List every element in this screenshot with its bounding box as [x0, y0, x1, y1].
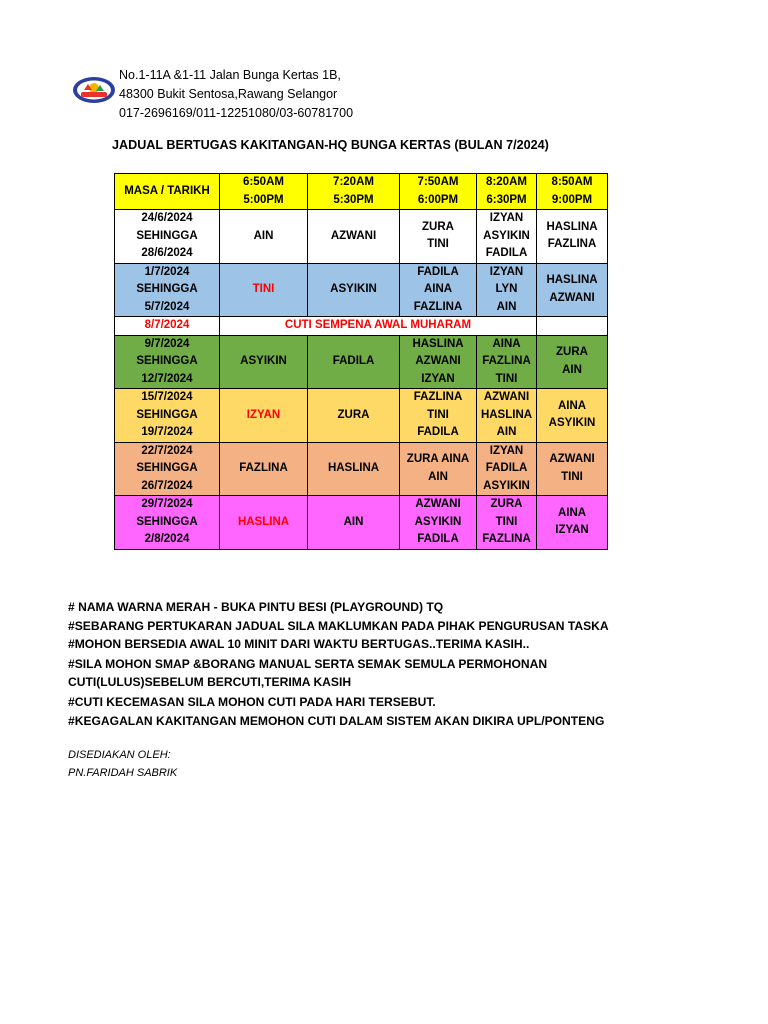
- staff-cell: ZURA: [308, 389, 400, 443]
- date-range-cell: 9/7/2024 SEHINGGA 12/7/2024: [115, 335, 220, 389]
- week-row: [115, 335, 608, 389]
- kindergarten-logo-icon: [72, 76, 116, 104]
- note-line: CUTI(LULUS)SEBELUM BERCUTI,TERIMA KASIH: [68, 675, 352, 690]
- week-row: [115, 263, 608, 317]
- staff-cell: AZWANI ASYIKIN FADILA: [400, 496, 477, 550]
- staff-cell: HASLINA FAZLINA: [537, 210, 608, 264]
- staff-cell-door-duty: IZYAN: [220, 389, 308, 443]
- address-block: [119, 66, 353, 123]
- holiday-empty-cell: [537, 317, 608, 336]
- staff-cell: ASYIKIN: [220, 335, 308, 389]
- prepared-by-name: PN.FARIDAH SABRIK: [68, 767, 178, 779]
- note-line: # NAMA WARNA MERAH - BUKA PINTU BESI (PLAYGROUND) TQ: [68, 600, 444, 614]
- staff-cell: ZURA AIN: [537, 335, 608, 389]
- staff-cell: AINA ASYIKIN: [537, 389, 608, 443]
- note-line: #SEBARANG PERTUKARAN JADUAL SILA MAKLUMKAN PADA PIHAK PENGURUSAN TASKA: [68, 618, 609, 633]
- staff-cell: IZYAN FADILA ASYIKIN: [477, 442, 537, 496]
- prepared-by-label: DISEDIAKAN OLEH:: [68, 749, 171, 761]
- corner-header: MASA / TARIKH: [115, 174, 220, 210]
- week-row: [115, 442, 608, 496]
- staff-cell: AIN: [308, 496, 400, 550]
- notes-block: [68, 598, 609, 730]
- note-line: #KEGAGALAN KAKITANGAN MEMOHON CUTI DALAM SISTEM AKAN DIKIRA UPL/PONTENG: [68, 713, 605, 728]
- staff-cell: HASLINA: [308, 442, 400, 496]
- note-line: #CUTI KECEMASAN SILA MOHON CUTI PADA HARI TERSEBUT.: [68, 694, 436, 709]
- duty-schedule-table: [114, 173, 608, 550]
- staff-cell: HASLINA AZWANI: [537, 263, 608, 317]
- shift-header: 8:50AM 9:00PM: [537, 174, 608, 210]
- staff-cell: FAZLINA: [220, 442, 308, 496]
- phone-numbers: 017-2696169/011-12251080/03-60781700: [119, 106, 354, 120]
- staff-cell-door-duty: HASLINA: [220, 496, 308, 550]
- staff-cell: ZURA TINI: [400, 210, 477, 264]
- date-range-cell: 15/7/2024 SEHINGGA 19/7/2024: [115, 389, 220, 443]
- note-line: #SILA MOHON SMAP &BORANG MANUAL SERTA SEMAK SEMULA PERMOHONAN: [68, 656, 548, 671]
- note-line: #MOHON BERSEDIA AWAL 10 MINIT DARI WAKTU BERTUGAS..TERIMA KASIH..: [68, 637, 530, 652]
- date-range-cell: 1/7/2024 SEHINGGA 5/7/2024: [115, 263, 220, 317]
- staff-cell: AIN: [220, 210, 308, 264]
- staff-cell: ZURA TINI FAZLINA: [477, 496, 537, 550]
- staff-cell: AZWANI HASLINA AIN: [477, 389, 537, 443]
- week-row: [115, 496, 608, 550]
- staff-cell: AINA FAZLINA TINI: [477, 335, 537, 389]
- address-line-1: No.1-11A &1-11 Jalan Bunga Kertas 1B,: [119, 68, 341, 82]
- staff-cell: ASYIKIN: [308, 263, 400, 317]
- week-row: [115, 389, 608, 443]
- staff-cell: ZURA AINA AIN: [400, 442, 477, 496]
- staff-cell: HASLINA AZWANI IZYAN: [400, 335, 477, 389]
- date-range-cell: 24/6/2024 SEHINGGA 28/6/2024: [115, 210, 220, 264]
- date-range-cell: 29/7/2024 SEHINGGA 2/8/2024: [115, 496, 220, 550]
- holiday-label: CUTI SEMPENA AWAL MUHARAM: [220, 317, 537, 336]
- staff-cell: FADILA AINA FAZLINA: [400, 263, 477, 317]
- staff-cell-door-duty: TINI: [220, 263, 308, 317]
- staff-cell: AZWANI TINI: [537, 442, 608, 496]
- staff-cell: FAZLINA TINI FADILA: [400, 389, 477, 443]
- prepared-by-block: [68, 746, 177, 782]
- staff-cell: IZYAN ASYIKIN FADILA: [477, 210, 537, 264]
- shift-header: 7:50AM 6:00PM: [400, 174, 477, 210]
- staff-cell: AZWANI: [308, 210, 400, 264]
- shift-header: 8:20AM 6:30PM: [477, 174, 537, 210]
- staff-cell: IZYAN LYN AIN: [477, 263, 537, 317]
- document-title: JADUAL BERTUGAS KAKITANGAN-HQ BUNGA KERTAS (BULAN 7/2024): [112, 138, 549, 152]
- shift-header-row: [115, 174, 608, 210]
- address-line-2: 48300 Bukit Sentosa,Rawang Selangor: [119, 87, 338, 101]
- holiday-date: 8/7/2024: [115, 317, 220, 336]
- date-range-cell: 22/7/2024 SEHINGGA 26/7/2024: [115, 442, 220, 496]
- week-row: [115, 210, 608, 264]
- holiday-row: [115, 317, 608, 336]
- staff-cell: AINA IZYAN: [537, 496, 608, 550]
- shift-header: 7:20AM 5:30PM: [308, 174, 400, 210]
- staff-cell: FADILA: [308, 335, 400, 389]
- shift-header: 6:50AM 5:00PM: [220, 174, 308, 210]
